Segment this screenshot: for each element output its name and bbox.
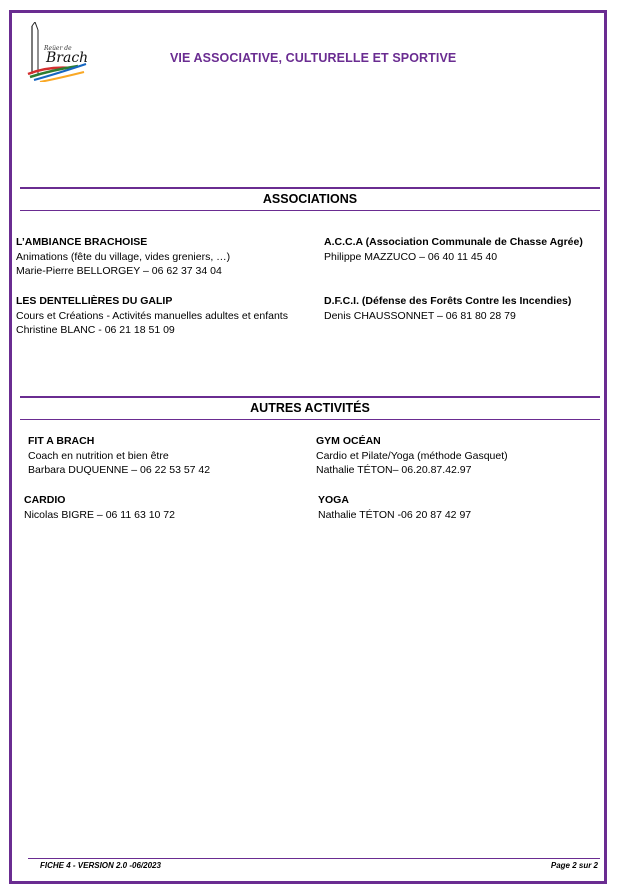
activity-contact: Nicolas BIGRE – 06 11 63 10 72 [24,508,175,521]
association-detail: Cours et Créations - Activités manuelles adultes et enfants [16,309,288,322]
logo-small-text: Reüer de [44,45,72,52]
brach-logo [26,22,92,82]
association-entry [324,294,571,323]
autres-activites-section-bar [20,396,600,420]
footer-divider [28,858,600,859]
footer-page-number: Page 2 sur 2 [550,861,598,870]
association-name: D.F.C.I. (Défense des Forêts Contre les Incendies) [324,295,572,307]
activity-contact: Barbara DUQUENNE – 06 22 53 57 42 [28,464,211,476]
association-entry [324,235,583,264]
association-name: A.C.C.A (Association Communale de Chasse Agrée) [324,236,583,248]
activity-contact: Nathalie TÉTON– 06.20.87.42.97 [316,464,472,476]
activity-entry [24,493,175,522]
activity-detail: Coach en nutrition et bien être [28,449,169,462]
activity-name: CARDIO [24,494,66,506]
activity-entry [316,434,508,478]
associations-title: ASSOCIATIONS [262,192,358,206]
activity-name: FIT A BRACH [28,435,95,447]
association-contact: Philippe MAZZUCO – 06 40 11 45 40 [324,250,498,263]
autres-activites-title: AUTRES ACTIVITÉS [250,401,370,415]
activity-name: GYM OCÉAN [316,435,381,447]
association-entry [16,294,288,338]
page-title: VIE ASSOCIATIVE, CULTURELLE ET SPORTIVE [170,51,457,65]
logo-name: Brach [46,50,89,66]
association-detail: Animations (fête du village, vides greniers, …) [16,250,231,263]
activity-detail: Cardio et Pilate/Yoga (méthode Gasquet) [316,449,508,462]
associations-section-bar [20,187,600,211]
association-contact: Christine BLANC - 06 21 18 51 09 [16,324,175,336]
association-name: LES DENTELLIÈRES DU GALIP [16,295,173,307]
activity-entry [28,434,210,478]
association-name: L’AMBIANCE BRACHOISE [16,236,148,248]
activity-name: YOGA [318,494,349,506]
activity-entry [318,493,471,522]
association-entry [16,235,230,279]
activity-contact: Nathalie TÉTON -06 20 87 42 97 [318,508,472,521]
association-contact: Denis CHAUSSONNET – 06 81 80 28 79 [324,309,516,322]
footer-version: FICHE 4 - VERSION 2.0 -06/2023 [40,861,161,870]
association-contact: Marie-Pierre BELLORGEY – 06 62 37 34 04 [16,265,222,277]
